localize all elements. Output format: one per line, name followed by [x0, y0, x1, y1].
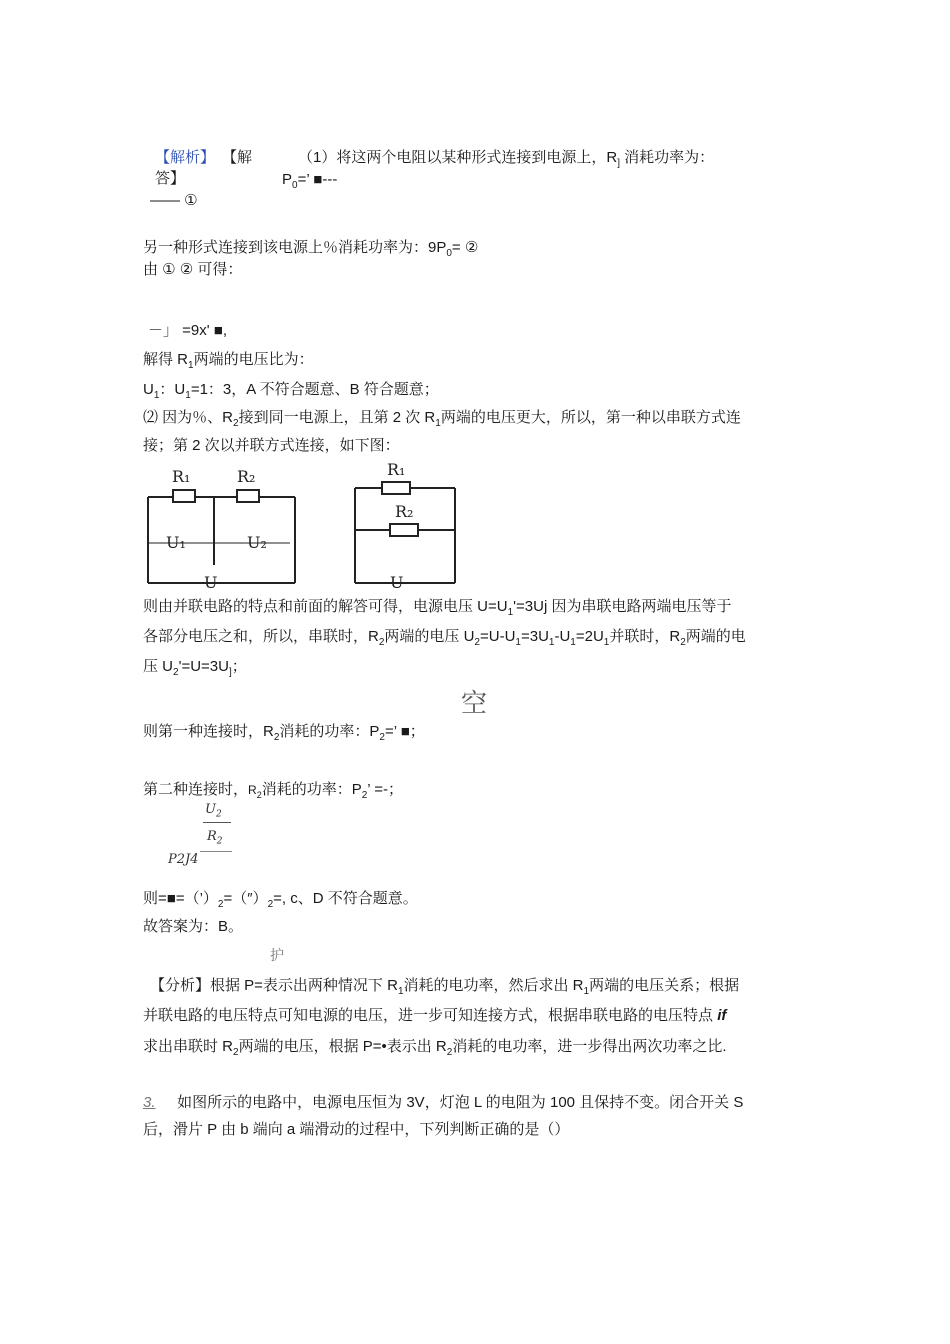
question3-line1: 3. 如图所示的电路中，电源电压恒为 3V，灯泡 L 的电阻为 100 且保持不变。闭合开关 S: [143, 1094, 744, 1111]
jieda-tag-a: 【解: [222, 149, 253, 166]
para1-line1: （1）将这两个电阻以某种形式连接到电源上，$R_]$ 消耗功率为：: [298, 149, 715, 169]
para1-line2: $P_0=$’ ■---: [282, 171, 338, 191]
line-ratio: $U_1$：$U_1=1$：3，A 不符合题意、B 符合题意；: [143, 381, 439, 401]
para3-line3: 压 $U_2'=U=3U_]$；: [143, 658, 247, 678]
line-another-form: 另一种形式连接到该电源上％消耗功率为：$9P_0=$ ②: [143, 239, 479, 259]
series-r2-resistor: [237, 490, 259, 502]
series-u1-label: U₁: [166, 533, 186, 552]
question3-number: 3.: [143, 1094, 156, 1111]
para3-line1: 则由并联电路的特点和前面的解答可得，电源电压 $U=U_1'=3Uj$ 因为串联电路两端电压等于: [143, 598, 732, 618]
para2-line2: 接；第 2 次以并联方式连接，如下图：: [143, 437, 400, 454]
fraction-underline: [200, 851, 232, 852]
analysis-line2: 并联电路的电压特点可知电源的电压，进一步可知连接方式，根据串联电路的电压特点 if: [143, 1007, 727, 1024]
parallel-circuit: [355, 482, 455, 583]
parallel-u-label: U: [390, 573, 404, 590]
line-second-connection: 第二种连接时，$R_2$消耗的功率：$P_2$’ =-；: [143, 781, 403, 801]
line-from: 由 ① ② 可得：: [143, 261, 243, 278]
parallel-r1-resistor: [382, 482, 410, 494]
series-r1-label: R₁: [172, 467, 191, 486]
parallel-r2-label: R₂: [395, 502, 414, 521]
line-first-connection: 则第一种连接时，$R_2$消耗的功率：$P_2=$’ ■；: [143, 723, 425, 743]
para1-line3: —— ①: [150, 192, 198, 209]
parallel-r2-resistor: [390, 524, 418, 536]
series-r1-resistor: [173, 490, 195, 502]
question3-line2: 后，滑片 P 由 b 端向 a 端滑动的过程中，下列判断正确的是（）: [143, 1121, 570, 1138]
line-answer: 故答案为：B。: [143, 918, 244, 935]
kong-char: 空: [461, 688, 488, 718]
formula-line: －」 =9x' ■,: [148, 322, 228, 339]
para2-line1: ⑵ 因为％、$R_2$接到同一电源上，且第 2 次 $R_1$两端的电压更大，所以，第一种以串联方式连: [143, 409, 741, 429]
circuit-diagrams: [140, 455, 470, 590]
analysis-line3: 求出串联时 $R_2$两端的电压，根据 P=•表示出 $R_2$消耗的电功率，进一步得出两次功率之比.: [143, 1038, 727, 1058]
line-solve: 解得 $R_1$两端的电压比为：: [143, 351, 314, 371]
fraction-bar: [203, 822, 231, 823]
jieda-tag-b: 答】: [155, 170, 186, 187]
series-u-label: U: [204, 573, 218, 590]
series-r2-label: R₂: [237, 467, 256, 486]
fraction-numerator: $U_2$: [205, 802, 222, 820]
para3-line2: 各部分电压之和，所以，串联时，$R_2$两端的电压 $U_2=U-U_1=3U_1-U_1=2U_1$并联时，$R_2$两端的电: [143, 628, 746, 648]
line-then: 则$=■=(’)_2=('')_2=$, c、D 不符合题意。: [143, 890, 418, 910]
hu-char: 护: [270, 947, 284, 963]
parallel-r1-label: R₁: [387, 460, 406, 479]
analysis-line1: 【分析】根据 P=表示出两种情况下 $R_1$消耗的电功率，然后求出 $R_1$两端的电压关系；根据: [150, 977, 740, 997]
p2j4-label: P2J4: [168, 852, 199, 867]
series-u2-label: U₂: [247, 533, 267, 552]
fraction-denominator: $R_2$: [207, 829, 223, 847]
jiexi-tag: 【解析】: [155, 149, 216, 166]
